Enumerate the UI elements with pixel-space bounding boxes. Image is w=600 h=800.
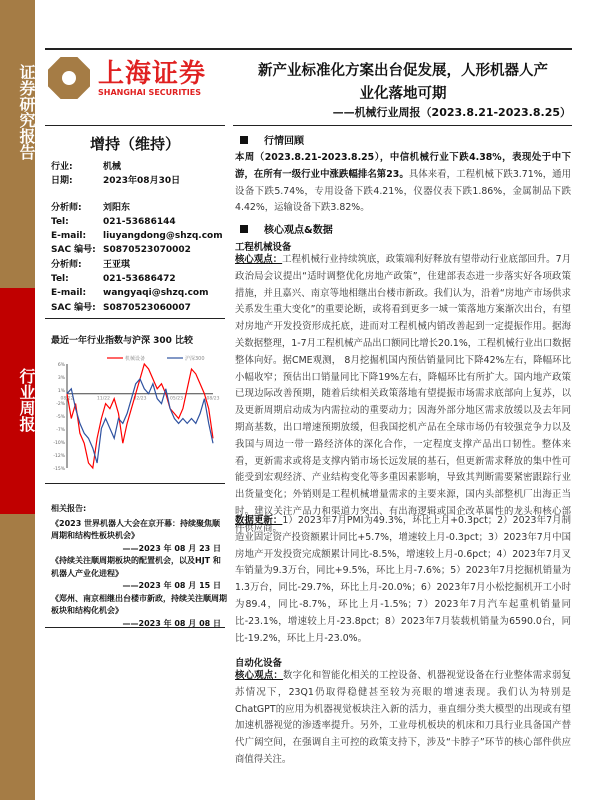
related-reports [51, 503, 227, 630]
info-value: liuyangdong@shzq.com [103, 231, 223, 242]
related-report-title[interactable]: 《持续关注顺周期板块的配置机会，以及HJT 和机器人产业化进程》 [51, 556, 221, 578]
info-row [51, 301, 223, 315]
info-key: Tel: [51, 274, 69, 285]
x-tick-label: 02/23 [133, 396, 147, 402]
divider [45, 627, 225, 628]
divider [233, 125, 572, 126]
related-report-item[interactable] [51, 518, 227, 556]
section-market-review [240, 132, 304, 147]
report-subtitle: ——机械行业周报（2023.8.21-2023.8.25） [332, 106, 571, 119]
info-key: 日期: [51, 176, 73, 187]
sidebar-weekly-label: 行业周报 [17, 368, 36, 432]
info-key [51, 189, 103, 201]
info-value: S0870523070002 [103, 245, 191, 256]
y-tick-label: 6% [57, 363, 65, 368]
info-row [51, 174, 223, 188]
x-tick-label: 11/22 [97, 396, 110, 402]
bullet-square-icon [240, 225, 248, 233]
info-row [51, 286, 223, 300]
sidebar-band [0, 0, 35, 800]
info-value: 2023年08月30日 [103, 176, 181, 187]
section-core-views [240, 221, 333, 236]
info-value: 021-53686144 [103, 216, 176, 227]
data-update-paragraph [235, 513, 571, 647]
related-report-date: ——2023 年 08 月 23 日 [122, 543, 221, 553]
x-tick-label: 05/23 [170, 396, 183, 402]
x-tick-label: 08/22 [60, 396, 74, 402]
construction-core-text: 工程机械行业持续筑底，政策端利好释放有望带动行业底部回升。7月政治局会议提出“适时调整优化房地产政策”，住建部表态进一步落实好各项政策措施，并且嘉兴、南京等地相继出台楼市新政。我们认为，沿着“房地产市场供求关系发生重大变化”的重要论断，或将看到更多一城一策落地方案渐次出台，有望对房地产开发投资形成托底，进而对工程机械内销改善起到一定提振作用。据海关数据整理，1-7月工程机械产品出口额同比增长20.1%，工程机械行业出口数据整体向好。据CME观测， 8月挖掘机国内预估销量同比下降42%左右，降幅环比小幅收窄；预估出口销量同比下降19%左右，降幅环比有所扩大。国内地产政策已现边际改善预期，随着后续相关政策落地有望提振市场需求底部向上复苏，以及更新周期启动成为内需拉动的重要动力；因海外部分地区需求放缓以及去年同期高基数，出口增速预期放缓，但我国挖机产品在全球市场仍有较强竞争力以及我国与周边一带一路经济体的深化合作，一定程度支撑产品出口韧性。整体来看，更新需求或将是支撑内销市场长远发展的基石，但更新需求释放的集中性可能受到宏观经济、产业结构变化等多重因素影响，导致其判断需要紧密跟踪行业出货量变化；外销则是工程机械增量需求的主要来源，国内头部整机厂出海正当时。建议关注产品力和渠道力突出、有出海逻辑或国企改革属性的龙头和核心部件供应商。 [235, 254, 571, 534]
info-key: SAC 编号: [51, 245, 96, 256]
related-report-item[interactable] [51, 555, 227, 593]
subsection-construction-machinery: 工程机械设备 [235, 242, 292, 253]
related-report-title[interactable]: 《郑州、南京相继出台楼市新政，持续关注顺周期板块和结构化机会》 [51, 593, 227, 615]
subsection-automation: 自动化设备 [235, 658, 282, 669]
legend-label: 沪深300 [185, 356, 205, 362]
info-row [51, 189, 223, 201]
data-update-text: 1）2023年7月PMI为49.3%，环比上月+0.3pct；2）2023年7月制造业固定资产投资额累计同比+5.7%，增速较上月-0.3pct；3）2023年7月中国房地产开发投资完成额累计同比-8.5%，增速较上月-0.6pct；4）2023年7月叉车销量为9.3万台，同比+9.5%，环比上月-7.6%；5）2023年7月挖掘机销量为1.3万台，同比-29.7%，环比上月-20.0%；6）2023年7月小松挖掘机开工小时为89.4，同比-8.7%，环比上月-1.5%；7）2023年7月汽车起重机销量同比-23.1%，增速较上月-23.8pct；8）2023年7月装载机销量为6590.0台，同比-19.2%，环比上月-23.0%。 [235, 515, 571, 644]
report-title [235, 60, 571, 106]
divider [45, 125, 225, 126]
info-value: wangyaqi@shzq.com [103, 288, 209, 299]
company-logo [48, 57, 206, 99]
info-key: E-mail: [51, 231, 87, 242]
y-tick-label: -12% [53, 454, 65, 459]
related-report-date: ——2023 年 08 月 15 日 [122, 581, 221, 590]
info-key: Tel: [51, 216, 69, 227]
info-row [51, 272, 223, 286]
info-value: 021-53686472 [103, 274, 176, 285]
title-line-2: 业化落地可期 [359, 86, 447, 102]
y-tick-label: -2% [56, 402, 65, 407]
related-report-title[interactable]: 《2023 世界机器人大会在京开幕：持续聚焦顺周期和结构性板块机会》 [51, 518, 221, 540]
market-review-bold: 本周（2023.8.21-2023.8.25），中信机械行业下跌4.38%，表现处于中下游，在所有一级行业中涨跌幅排名第23。 [235, 152, 571, 180]
market-review-text: 具体来看，工程机械下跌3.71%，通用设备下跌5.74%，专用设备下跌4.21%，仪器仪表下跌1.86%，金属制品下跌4.42%，运输设备下跌3.82%。 [235, 168, 571, 214]
core-label: 核心观点： [235, 254, 283, 265]
sidebar-report-type: 证券研究报告 [17, 64, 36, 160]
legend-label: 机械设备 [125, 356, 146, 362]
section-heading: 核心观点&数据 [264, 225, 333, 236]
info-key: 分析师: [51, 202, 82, 213]
info-row [51, 215, 223, 229]
y-tick-label: -7% [56, 428, 65, 433]
related-report-item[interactable] [51, 593, 227, 631]
info-table [51, 160, 223, 315]
bullet-square-icon [240, 136, 248, 144]
index-comparison-chart [45, 350, 225, 472]
y-tick-label: 1% [57, 389, 65, 394]
logo-octagon-icon [48, 57, 90, 99]
series-line-1 [67, 379, 213, 463]
section-heading: 行情回顾 [264, 136, 304, 147]
y-tick-label: -15% [53, 467, 65, 472]
info-key: 行业: [51, 162, 73, 172]
automation-core-paragraph [235, 668, 571, 769]
y-tick-label: -5% [56, 415, 65, 420]
info-value: 机械 [103, 162, 122, 172]
info-value: 王亚琪 [103, 259, 131, 270]
rating: 增持（维持） [89, 135, 180, 153]
logo-cn: 上海证券 [98, 58, 207, 89]
info-row [51, 229, 223, 243]
y-tick-label: 3% [57, 376, 65, 381]
info-value: 刘阳东 [103, 202, 131, 213]
construction-core-paragraph [235, 252, 571, 538]
info-key: SAC 编号: [51, 302, 96, 313]
info-key: E-mail: [51, 288, 87, 299]
x-tick-label: 08/23 [206, 396, 220, 402]
info-row [51, 258, 223, 272]
data-label: 数据更新： [235, 515, 283, 526]
market-review-paragraph [235, 150, 571, 217]
info-value: S0870523060007 [103, 302, 191, 313]
info-row [51, 201, 223, 215]
info-row [51, 243, 223, 257]
divider [45, 483, 225, 484]
title-line-1: 新产业标准化方案出台促发展，人形机器人产 [258, 63, 548, 79]
divider [45, 318, 225, 319]
automation-core-text: 数字化和智能化相关的工控设备、机器视觉设备在行业整体需求弱复苏情况下，23Q1仍取得稳健甚至较为亮眼的增速表现。我们认为特别是ChatGPT的应用为机器视觉板块注入新的活力，垂直细分类大模型的出现或有望加速机器视觉的渗透率提升。另外，工业母机板块的机床和刀具行业具备国产替代广阔空间，在强调自主可控的政策支持下，涉及“卡脖子”环节的核心部件供应商值得关注。 [235, 670, 571, 765]
related-report-date: ——2023 年 08 月 08 日 [122, 618, 221, 628]
y-tick-label: -10% [53, 441, 65, 446]
related-label: 相关报告: [51, 504, 87, 513]
info-key: 分析师: [51, 259, 82, 270]
core-label: 核心观点： [235, 670, 284, 681]
chart-title: 最近一年行业指数与沪深 300 比较 [51, 336, 194, 346]
info-row [51, 160, 223, 174]
top-rule [45, 48, 572, 50]
logo-en: SHANGHAI SECURITIES [98, 87, 201, 97]
